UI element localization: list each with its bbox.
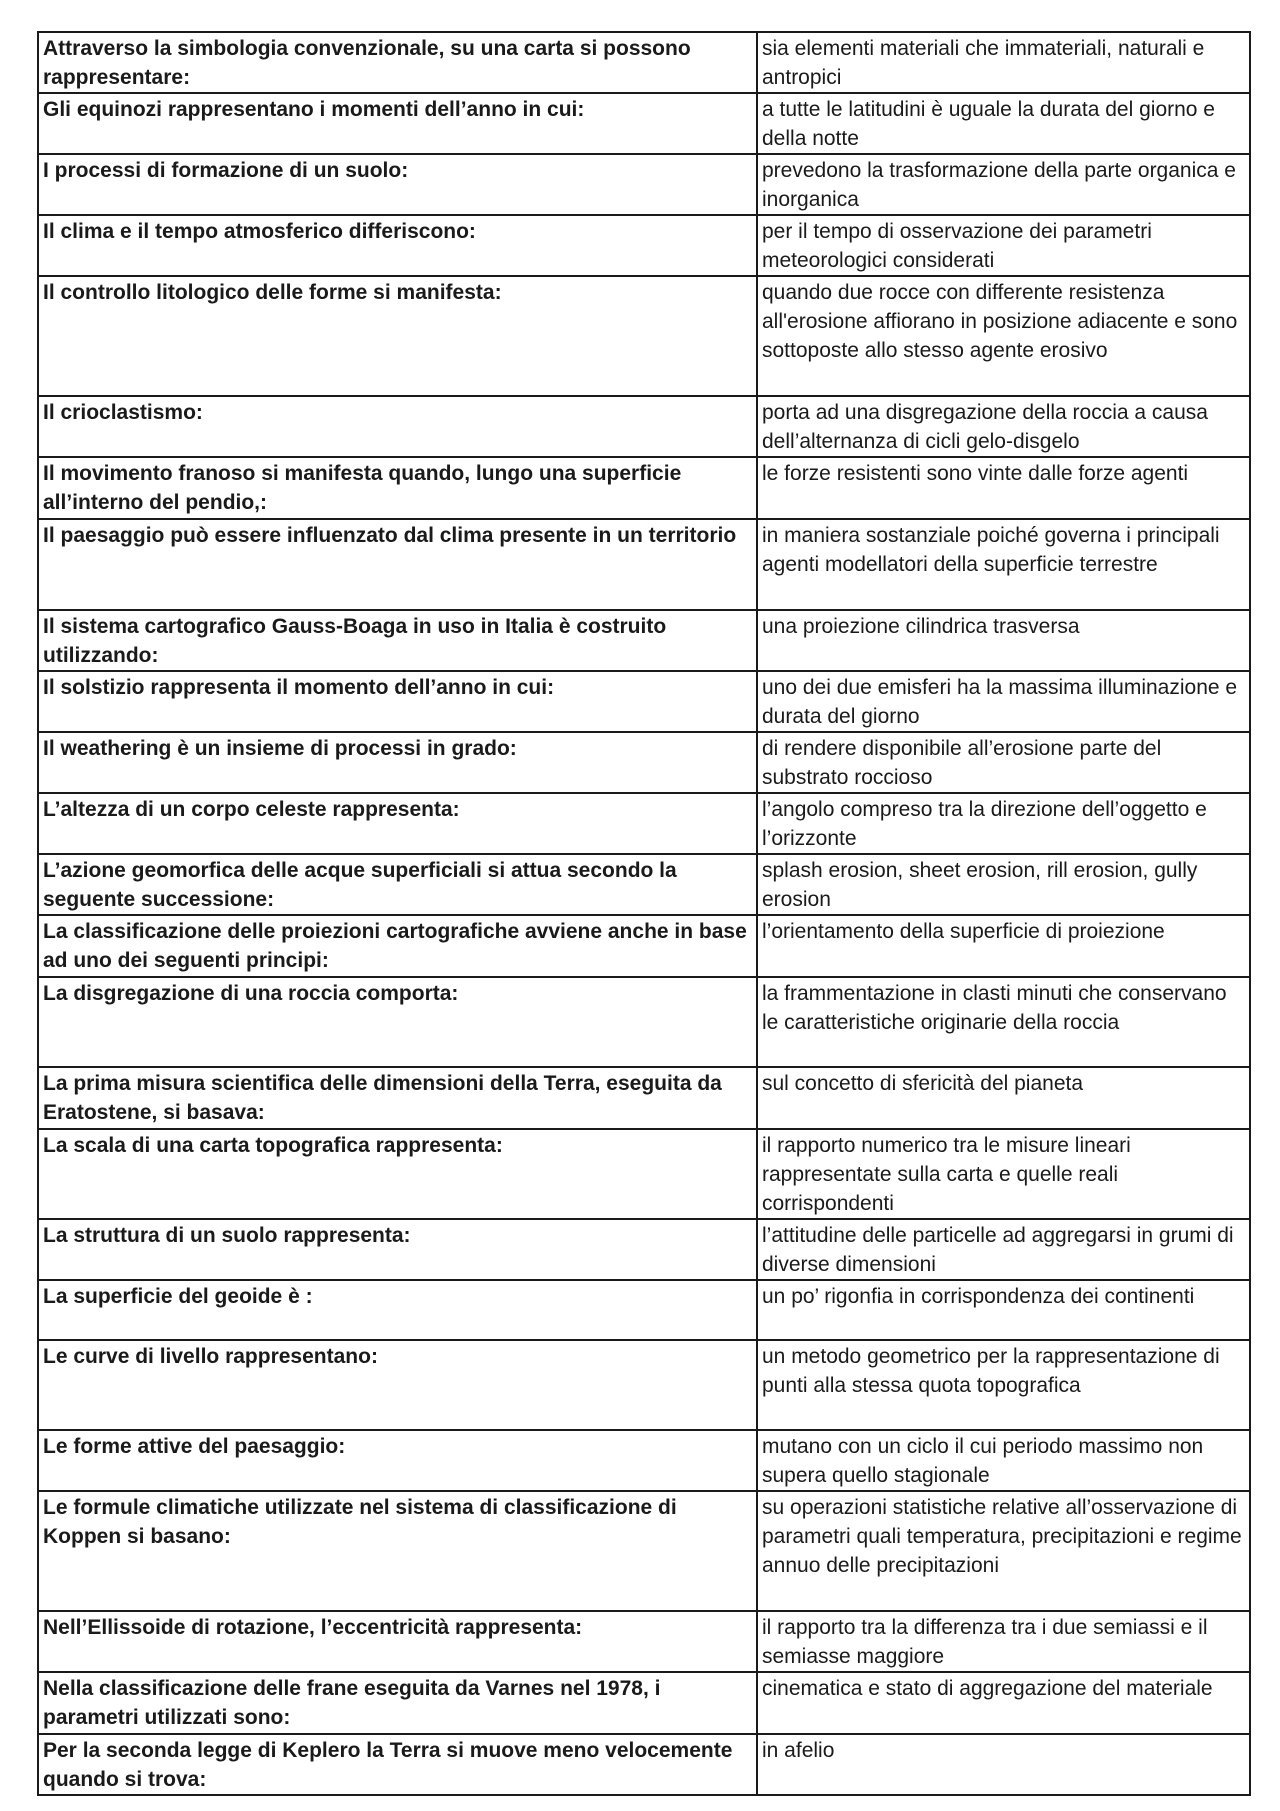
question-cell: Attraverso la simbologia convenzionale, su una carta si possono rappresentare: — [38, 32, 757, 93]
question-cell: La classificazione delle proiezioni cartografiche avviene anche in base ad uno dei seguenti principi: — [38, 915, 757, 977]
answer-cell: l’attitudine delle particelle ad aggregarsi in grumi di diverse dimensioni — [757, 1219, 1250, 1280]
question-cell: La prima misura scientifica delle dimensioni della Terra, eseguita da Eratostene, si basava: — [38, 1067, 757, 1129]
answer-cell: in afelio — [757, 1734, 1250, 1795]
answer-cell: per il tempo di osservazione dei parametri meteorologici considerati — [757, 215, 1250, 276]
table-row — [38, 793, 1250, 854]
question-cell: La superficie del geoide è : — [38, 1280, 757, 1340]
table-row — [38, 396, 1250, 457]
table-row — [38, 1067, 1250, 1129]
table-row — [38, 977, 1250, 1067]
answer-cell: una proiezione cilindrica trasversa — [757, 610, 1250, 671]
question-cell: Il paesaggio può essere influenzato dal clima presente in un territorio — [38, 519, 757, 610]
table-row — [38, 154, 1250, 215]
question-cell: Le formule climatiche utilizzate nel sistema di classificazione di Koppen si basano: — [38, 1491, 757, 1611]
table-row — [38, 276, 1250, 396]
answer-cell: quando due rocce con differente resistenza all'erosione affiorano in posizione adiacente e sono sottoposte allo stesso agente erosivo — [757, 276, 1250, 396]
table-row — [38, 671, 1250, 732]
answer-cell: prevedono la trasformazione della parte organica e inorganica — [757, 154, 1250, 215]
answer-cell: in maniera sostanziale poiché governa i principali agenti modellatori della superficie terrestre — [757, 519, 1250, 610]
table-row — [38, 1430, 1250, 1491]
answer-cell: l’orientamento della superficie di proiezione — [757, 915, 1250, 977]
table-row — [38, 610, 1250, 671]
answer-cell: il rapporto numerico tra le misure lineari rappresentate sulla carta e quelle reali corrispondenti — [757, 1129, 1250, 1219]
question-cell: Il solstizio rappresenta il momento dell’anno in cui: — [38, 671, 757, 732]
question-cell: Il controllo litologico delle forme si manifesta: — [38, 276, 757, 396]
table-row — [38, 1280, 1250, 1340]
table-row — [38, 1129, 1250, 1219]
answer-cell: uno dei due emisferi ha la massima illuminazione e durata del giorno — [757, 671, 1250, 732]
table-row — [38, 32, 1250, 93]
table-row — [38, 1491, 1250, 1611]
table-row — [38, 1219, 1250, 1280]
answer-cell: splash erosion, sheet erosion, rill erosion, gully erosion — [757, 854, 1250, 915]
answer-cell: sul concetto di sfericità del pianeta — [757, 1067, 1250, 1129]
table-body — [38, 32, 1250, 1795]
answer-cell: un po’ rigonfia in corrispondenza dei continenti — [757, 1280, 1250, 1340]
question-answer-table — [37, 31, 1251, 1796]
table-row — [38, 915, 1250, 977]
answer-cell: a tutte le latitudini è uguale la durata del giorno e della notte — [757, 93, 1250, 154]
question-cell: L’azione geomorfica delle acque superficiali si attua secondo la seguente successione: — [38, 854, 757, 915]
question-cell: La disgregazione di una roccia comporta: — [38, 977, 757, 1067]
question-cell: L’altezza di un corpo celeste rappresenta: — [38, 793, 757, 854]
question-cell: Il crioclastismo: — [38, 396, 757, 457]
table-row — [38, 854, 1250, 915]
question-cell: Gli equinozi rappresentano i momenti dell’anno in cui: — [38, 93, 757, 154]
answer-cell: il rapporto tra la differenza tra i due semiassi e il semiasse maggiore — [757, 1611, 1250, 1672]
table-row — [38, 457, 1250, 519]
question-cell: Il weathering è un insieme di processi in grado: — [38, 732, 757, 793]
answer-cell: sia elementi materiali che immateriali, naturali e antropici — [757, 32, 1250, 93]
answer-cell: di rendere disponibile all’erosione parte del substrato roccioso — [757, 732, 1250, 793]
answer-cell: mutano con un ciclo il cui periodo massimo non supera quello stagionale — [757, 1430, 1250, 1491]
table-row — [38, 1734, 1250, 1795]
quiz-document — [37, 31, 1249, 1796]
table-row — [38, 1611, 1250, 1672]
answer-cell: le forze resistenti sono vinte dalle forze agenti — [757, 457, 1250, 519]
question-cell: Il movimento franoso si manifesta quando, lungo una superficie all’interno del pendio,: — [38, 457, 757, 519]
answer-cell: l’angolo compreso tra la direzione dell’oggetto e l’orizzonte — [757, 793, 1250, 854]
table-row — [38, 1340, 1250, 1430]
answer-cell: su operazioni statistiche relative all’osservazione di parametri quali temperatura, precipitazioni e regime annuo delle precipitazioni — [757, 1491, 1250, 1611]
question-cell: Nell’Ellissoide di rotazione, l’eccentricità rappresenta: — [38, 1611, 757, 1672]
table-row — [38, 1672, 1250, 1734]
question-cell: Nella classificazione delle frane eseguita da Varnes nel 1978, i parametri utilizzati sono: — [38, 1672, 757, 1734]
table-row — [38, 519, 1250, 610]
question-cell: Il sistema cartografico Gauss-Boaga in uso in Italia è costruito utilizzando: — [38, 610, 757, 671]
table-row — [38, 215, 1250, 276]
answer-cell: un metodo geometrico per la rappresentazione di punti alla stessa quota topografica — [757, 1340, 1250, 1430]
question-cell: Le forme attive del paesaggio: — [38, 1430, 757, 1491]
table-row — [38, 93, 1250, 154]
table-row — [38, 732, 1250, 793]
question-cell: Il clima e il tempo atmosferico differiscono: — [38, 215, 757, 276]
question-cell: La scala di una carta topografica rappresenta: — [38, 1129, 757, 1219]
answer-cell: cinematica e stato di aggregazione del materiale — [757, 1672, 1250, 1734]
question-cell: Le curve di livello rappresentano: — [38, 1340, 757, 1430]
question-cell: I processi di formazione di un suolo: — [38, 154, 757, 215]
answer-cell: porta ad una disgregazione della roccia a causa dell’alternanza di cicli gelo-disgelo — [757, 396, 1250, 457]
question-cell: La struttura di un suolo rappresenta: — [38, 1219, 757, 1280]
answer-cell: la frammentazione in clasti minuti che conservano le caratteristiche originarie della roccia — [757, 977, 1250, 1067]
question-cell: Per la seconda legge di Keplero la Terra si muove meno velocemente quando si trova: — [38, 1734, 757, 1795]
